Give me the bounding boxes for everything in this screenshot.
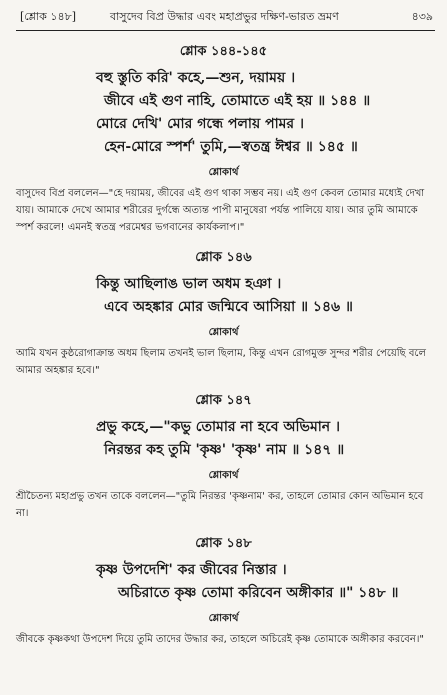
page-number: ৪৩৯ (411, 10, 433, 23)
section-146 (0, 248, 447, 379)
verse-line: মোরে দেখি' মোর গন্ধে পলায় পামর । (96, 116, 304, 132)
page-header (0, 0, 447, 26)
verse-line: অচিরাতে কৃষ্ণ তোমা করিবেন অঙ্গীকার ॥" ১৪৮ ॥ (118, 585, 399, 601)
section-147 (0, 391, 447, 522)
verse-line: এবে অহঙ্কার মোর জন্মিবে আসিয়া ॥ ১৪৬ ॥ (104, 299, 353, 315)
page-body (0, 36, 447, 648)
verse-range-label: [শ্লোক ১৪৮] (20, 10, 77, 23)
section-title: শ্লোক ১৪৮ (195, 536, 252, 551)
translation-label: শ্লোকার্থ (208, 327, 239, 338)
chapter-title: বাসুদেব বিপ্র উদ্ধার এবং মহাপ্রভুর দক্ষিণ-ভারত ভ্রমণ (110, 10, 339, 23)
translation-label: শ্লোকার্থ (208, 613, 239, 624)
verse-line: জীবে এই গুণ নাহি, তোমাতে এই হয় ॥ ১৪৪ ॥ (104, 93, 371, 109)
translation-text: বাসুদেব বিপ্র বললেন—"হে দয়াময়, জীবের এই গুণ থাকা সম্ভব নয়। এই গুণ কেবল তোমার মধ্যেই দেখা যায়। আমাকে দেখে আমার শরীরের দুর্গন্ধে অত্যন্ত পাপী মানুষেরা পর্যন্ত পালিয়ে যায়। আর তুমি আমাকে স্পর্শ করলে! এমনই স্বতন্ত্র পরমেশ্বর ভগবানের কার্যকলাপ।" (16, 188, 425, 233)
verse-line: বহু স্তুতি করি' কহে,—শুন, দয়াময় । (96, 70, 296, 86)
verse-line: কৃষ্ণ উপদেশি' কর জীবের নিস্তার । (96, 562, 287, 578)
verse-line: নিরন্তর কহ তুমি 'কৃষ্ণ' 'কৃষ্ণ' নাম ॥ ১৪৭ ॥ (104, 442, 345, 458)
section-title: শ্লোক ১৪৬ (195, 250, 252, 265)
section-title: শ্লোক ১৪৭ (195, 393, 252, 408)
translation-text: আমি যখন কুষ্ঠরোগাক্রান্ত অধম ছিলাম তখনই ভাল ছিলাম, কিন্তু এখন রোগমুক্ত সুন্দর শরীর পেয়েছি বলে আমার অহঙ্কার হবে।" (16, 348, 426, 376)
section-148 (0, 534, 447, 648)
verse-line: হেন-মোরে স্পর্শ' তুমি,—স্বতন্ত্র ঈশ্বর ॥ ১৪৫ ॥ (104, 139, 358, 155)
translation-label: শ্লোকার্থ (208, 470, 239, 481)
section-144-145 (0, 42, 447, 236)
section-title: শ্লোক ১৪৪-১৪৫ (179, 44, 268, 59)
translation-text: শ্রীচৈতন্য মহাপ্রভু তখন তাকে বললেন—"তুমি নিরন্তর 'কৃষ্ণনাম' কর, তাহলে তোমার কোন অভিমান হবে না। (16, 491, 424, 519)
translation-label: শ্লোকার্থ (208, 167, 239, 178)
header-rule (16, 30, 435, 31)
translation-text: জীবকে কৃষ্ণকথা উপদেশ দিয়ে তুমি তাদের উদ্ধার কর, তাহলে অচিরেই কৃষ্ণ তোমাকে অঙ্গীকার করবেন।" (16, 634, 424, 645)
verse-line: প্রভু কহে,—"কভু তোমার না হবে অভিমান । (96, 419, 341, 435)
verse-line: কিন্তু আছিলাঙ ভাল অধম হঞা । (96, 276, 282, 292)
